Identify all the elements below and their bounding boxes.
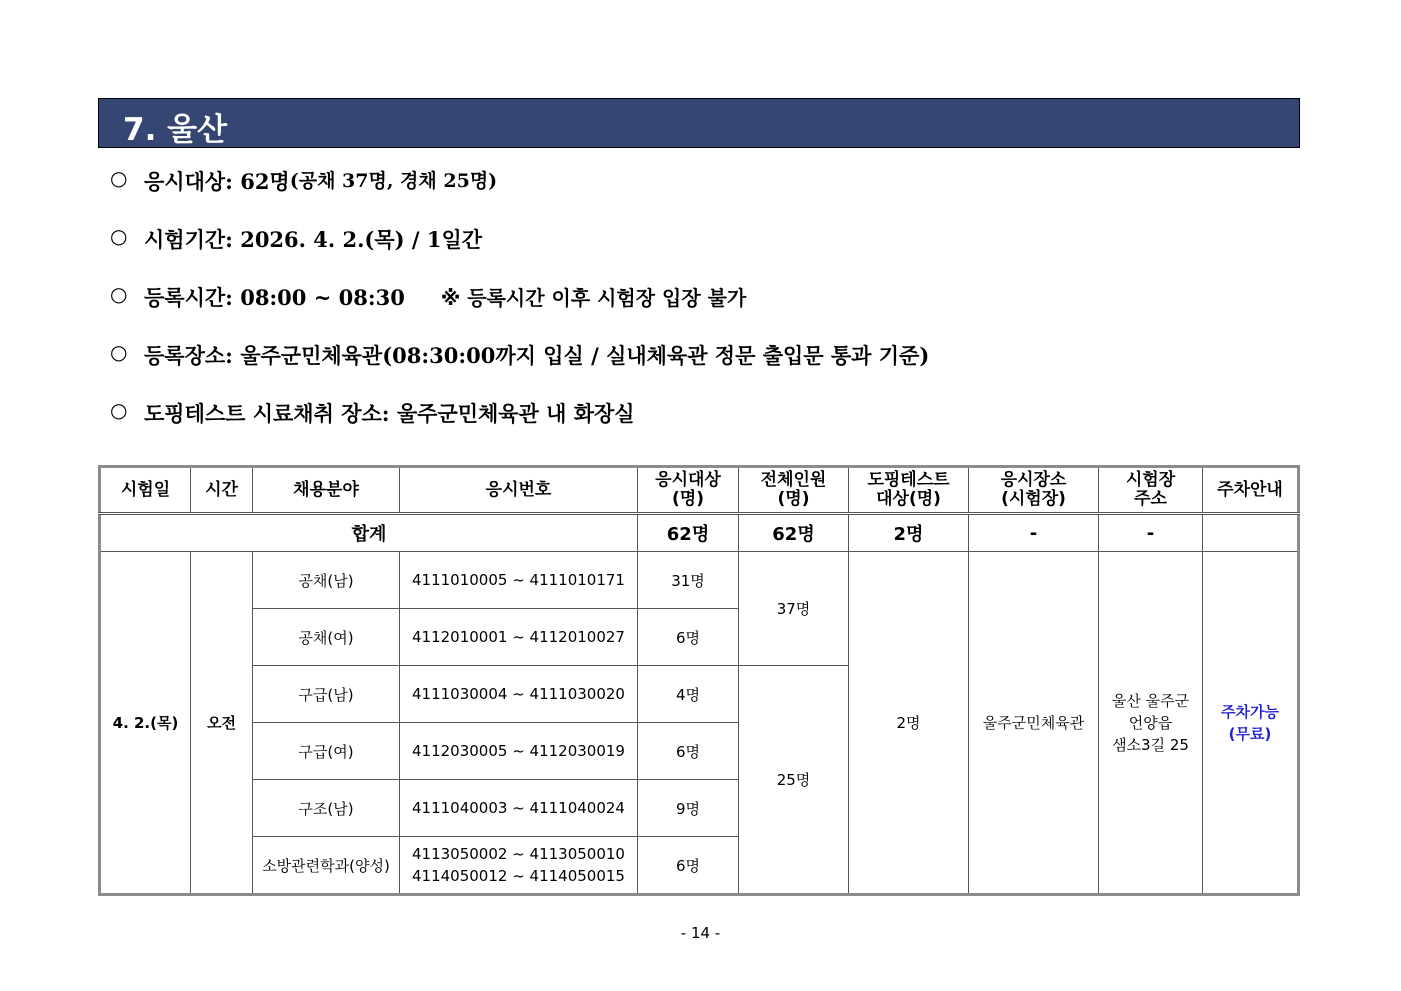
row-number-line1: 4113050002 ~ 4113050010 — [412, 845, 625, 863]
info-registration-time — [110, 282, 929, 340]
info-registration-place-label: 등록장소: 울주군민체육관(08:30:00까지 입실 / 실내체육관 정문 출입문 통과 기준) — [144, 343, 930, 368]
info-doping-place-label: 도핑테스트 시료채취 장소: 울주군민체육관 내 화장실 — [144, 401, 635, 426]
row-field: 구급(여) — [253, 723, 400, 780]
row-field: 공채(여) — [253, 609, 400, 666]
row-targets: 6명 — [638, 723, 739, 780]
info-target-detail: (공채 37명, 경채 25명) — [289, 170, 498, 192]
header-doping — [849, 467, 969, 514]
header-targets-line1: 응시대상 — [655, 470, 721, 490]
row-number: 4111030004 ~ 4111030020 — [400, 666, 638, 723]
header-total-line1: 전체인원 — [760, 470, 827, 490]
exam-date: 4. 2.(목) — [100, 552, 191, 895]
row-number: 4111010005 ~ 4111010171 — [400, 552, 638, 609]
info-list — [110, 166, 929, 456]
header-number: 응시번호 — [400, 467, 638, 514]
header-doping-line1: 도핑테스트 — [867, 470, 950, 490]
info-registration-note: ※ 등록시간 이후 시험장 입장 불가 — [440, 286, 747, 310]
circle-bullet-icon: ○ — [110, 340, 128, 364]
header-venue — [969, 467, 1099, 514]
row-number: 4112010001 ~ 4112010027 — [400, 609, 638, 666]
sum-parking — [1203, 514, 1299, 552]
header-address-line2: 주소 — [1134, 489, 1167, 509]
address-line2: 언양읍 — [1128, 713, 1173, 732]
row-targets: 6명 — [638, 837, 739, 895]
sum-doping: 2명 — [849, 514, 969, 552]
address-line1: 울산 울주군 — [1111, 691, 1190, 710]
header-parking: 주차안내 — [1203, 467, 1299, 514]
total-group-1: 37명 — [739, 552, 849, 666]
header-total-line2: (명) — [777, 489, 810, 509]
sum-targets: 62명 — [638, 514, 739, 552]
sum-total: 62명 — [739, 514, 849, 552]
row-targets: 31명 — [638, 552, 739, 609]
row-number: 4111040003 ~ 4111040024 — [400, 780, 638, 837]
header-total — [739, 467, 849, 514]
header-doping-line2: 대상(명) — [876, 489, 941, 509]
row-targets: 4명 — [638, 666, 739, 723]
header-venue-line2: (시험장) — [1001, 489, 1066, 509]
info-period — [110, 224, 929, 282]
circle-bullet-icon: ○ — [110, 398, 128, 422]
header-venue-line1: 응시장소 — [1000, 470, 1067, 490]
table-sum-row — [100, 514, 1299, 552]
section-header — [98, 98, 1300, 148]
parking-line1: 주차가능 — [1221, 702, 1279, 721]
header-time: 시간 — [191, 467, 253, 514]
circle-bullet-icon: ○ — [110, 224, 128, 248]
circle-bullet-icon: ○ — [110, 166, 128, 190]
row-targets: 6명 — [638, 609, 739, 666]
parking-info — [1203, 552, 1299, 895]
row-number-line2: 4114050012 ~ 4114050015 — [412, 867, 625, 885]
table-header-row — [100, 467, 1299, 514]
info-target — [110, 166, 929, 224]
row-field: 공채(남) — [253, 552, 400, 609]
info-registration-place — [110, 340, 929, 398]
header-address — [1099, 467, 1203, 514]
row-number: 4112030005 ~ 4112030019 — [400, 723, 638, 780]
parking-line2: (무료) — [1228, 724, 1272, 743]
row-field: 구조(남) — [253, 780, 400, 837]
header-address-line1: 시험장 — [1125, 470, 1176, 490]
row-field: 구급(남) — [253, 666, 400, 723]
exam-table — [98, 465, 1300, 896]
doping-count: 2명 — [849, 552, 969, 895]
header-targets-line2: (명) — [672, 489, 704, 509]
row-targets: 9명 — [638, 780, 739, 837]
info-registration-time-label: 등록시간: 08:00 ~ 08:30 — [144, 285, 405, 310]
circle-bullet-icon: ○ — [110, 282, 128, 306]
row-number — [400, 837, 638, 895]
header-field: 채용분야 — [253, 467, 400, 514]
header-targets — [638, 467, 739, 514]
sum-address: - — [1099, 514, 1203, 552]
row-field: 소방관련학과(양성) — [253, 837, 400, 895]
info-target-label: 응시대상: 62명 — [144, 169, 290, 194]
sum-venue: - — [969, 514, 1099, 552]
total-group-2: 25명 — [739, 666, 849, 895]
address-line3: 샘소3길 25 — [1112, 735, 1189, 754]
section-title: 7. 울산 — [123, 112, 228, 148]
table-row — [100, 552, 1299, 609]
info-period-label: 시험기간: 2026. 4. 2.(목) / 1일간 — [144, 227, 483, 252]
info-doping-place — [110, 398, 929, 456]
header-date: 시험일 — [100, 467, 191, 514]
sum-label: 합계 — [100, 514, 638, 552]
venue-address — [1099, 552, 1203, 895]
page-number: - 14 - — [680, 924, 721, 942]
venue-name: 울주군민체육관 — [969, 552, 1099, 895]
exam-time: 오전 — [191, 552, 253, 895]
